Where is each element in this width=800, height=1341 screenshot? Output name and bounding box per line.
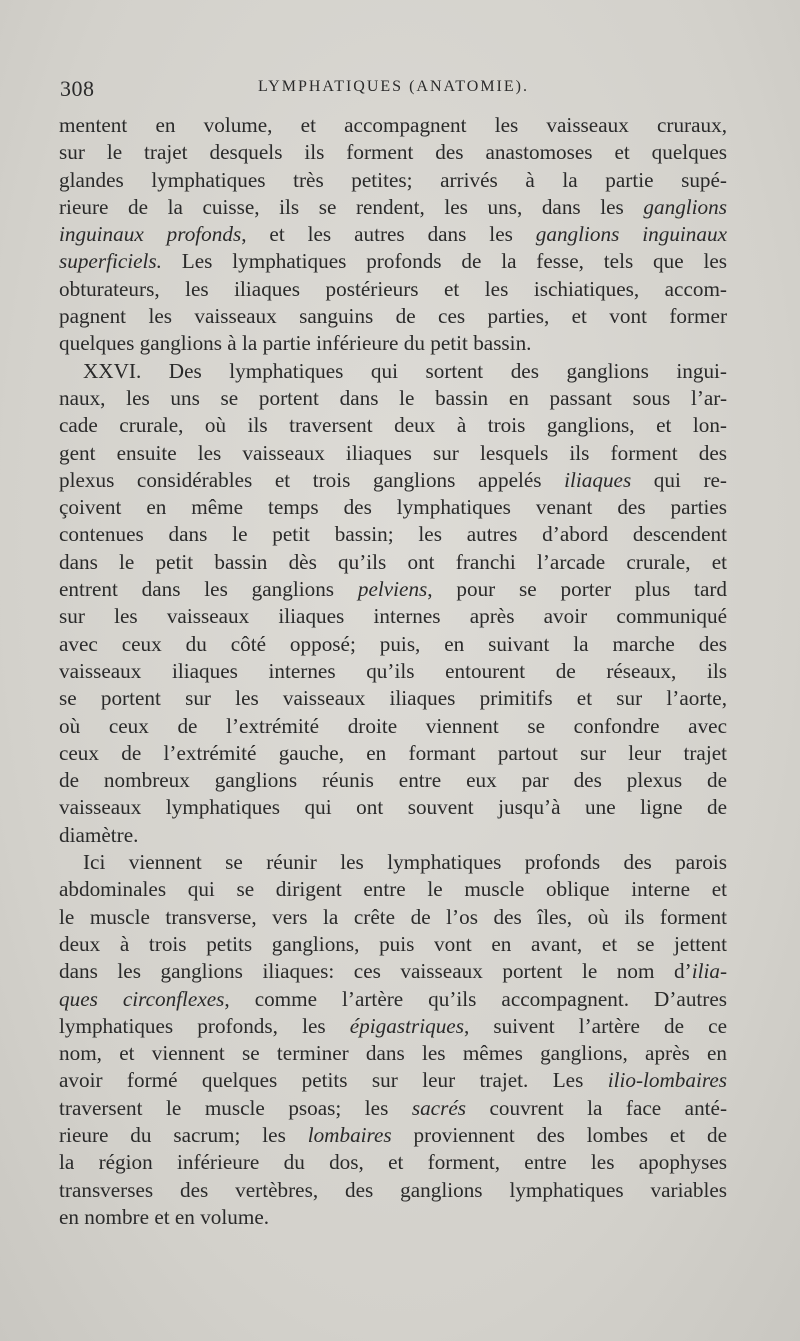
text-line — [59, 358, 727, 385]
text-line — [59, 1122, 727, 1149]
text-run: deux à trois petits ganglions, puis vont en avant, et se jettent — [59, 931, 727, 956]
text-run: Les lymphatiques profonds de la fesse, tels que les — [161, 249, 727, 274]
text-line — [59, 794, 727, 821]
text-line — [59, 1204, 727, 1231]
text-line — [59, 603, 727, 630]
text-line — [59, 931, 727, 958]
text-run: vaisseaux lymphatiques qui ont souvent jusqu’à une ligne de — [59, 795, 727, 820]
text-line — [59, 276, 727, 303]
text-run: diamètre. — [59, 822, 139, 847]
text-run: rieure de la cuisse, ils se rendent, les uns, dans les — [59, 194, 644, 219]
text-run: mentent en volume, et accompagnent les vaisseaux cruraux, — [59, 113, 727, 137]
text-line — [59, 248, 727, 275]
text-line — [59, 740, 727, 767]
page-number: 308 — [60, 76, 95, 101]
text-run: vaisseaux iliaques internes qu’ils entourent de réseaux, ils — [59, 658, 727, 683]
text-line — [59, 1095, 727, 1122]
text-run: entrent dans les ganglions — [59, 577, 358, 602]
text-line — [59, 904, 727, 931]
text-run: gent ensuite les vaisseaux iliaques sur lesquels ils forment des — [59, 440, 727, 465]
text-line — [59, 576, 727, 603]
text-run: transverses des vertèbres, des ganglions lymphatiques variables — [59, 1177, 727, 1202]
text-run: XXVI. Des lymphatiques qui sortent des ganglions ingui- — [83, 358, 727, 383]
italic-term: superficiels. — [59, 249, 162, 274]
text-run: ceux de l’extrémité gauche, en formant partout sur leur trajet — [59, 740, 727, 765]
paragraph — [59, 112, 727, 358]
text-line — [59, 467, 727, 494]
text-line — [59, 958, 727, 985]
text-line — [59, 139, 727, 166]
text-run: cade crurale, où ils traversent deux à trois ganglions, et lon- — [59, 413, 727, 438]
text-run: avec ceux du côté opposé; puis, en suivant la marche des — [59, 631, 727, 656]
text-line — [59, 658, 727, 685]
text-line — [59, 412, 727, 439]
text-line — [59, 303, 727, 330]
text-line — [59, 194, 727, 221]
text-run: qui re- — [631, 467, 727, 492]
italic-term: sacrés — [411, 1095, 466, 1120]
text-run: çoivent en même temps des lymphatiques venant des parties — [59, 495, 727, 520]
text-run: Ici viennent se réunir les lymphatiques profonds des parois — [83, 850, 727, 875]
running-title: LYMPHATIQUES (ANATOMIE). — [258, 78, 529, 95]
text-run: couvrent la face anté- — [465, 1095, 727, 1120]
italic-term: inguinaux profonds — [59, 222, 242, 247]
text-run: nom, et viennent se terminer dans les mêmes ganglions, après en — [59, 1041, 727, 1066]
italic-term: ganglions inguinaux — [535, 222, 727, 247]
text-run: de nombreux ganglions réunis entre eux par des plexus de — [59, 768, 727, 793]
text-line — [59, 1067, 727, 1094]
text-run: avoir formé quelques petits sur leur trajet. Les — [59, 1068, 608, 1093]
running-head — [60, 76, 740, 104]
text-run: traversent le muscle psoas; les — [59, 1095, 412, 1120]
text-line — [59, 767, 727, 794]
italic-term: ques circonflexes — [59, 986, 225, 1011]
text-run: rieure du sacrum; les — [59, 1122, 308, 1147]
body-text — [59, 112, 727, 1231]
text-run: , pour se porter plus tard — [427, 577, 727, 602]
italic-term: épigastriques — [349, 1013, 464, 1038]
text-line — [59, 330, 727, 357]
italic-term: ilia- — [691, 959, 727, 984]
text-line — [59, 822, 727, 849]
text-line — [59, 521, 727, 548]
text-run: où ceux de l’extrémité droite viennent se confondre avec — [59, 713, 727, 738]
text-run: glandes lymphatiques très petites; arrivés à la partie supé- — [59, 167, 727, 192]
text-run: se portent sur les vaisseaux iliaques primitifs et sur l’aorte, — [59, 686, 727, 711]
text-run: lymphatiques profonds, les — [59, 1013, 350, 1038]
text-line — [59, 685, 727, 712]
text-run: naux, les uns se portent dans le bassin en passant sous l’ar- — [59, 385, 727, 410]
text-run: sur les vaisseaux iliaques internes après avoir communiqué — [59, 604, 727, 629]
text-run: , comme l’artère qu’ils accompagnent. D’autres — [224, 986, 727, 1011]
text-line — [59, 385, 727, 412]
text-line — [59, 112, 727, 139]
text-run: plexus considérables et trois ganglions appelés — [59, 467, 565, 492]
text-line — [59, 1177, 727, 1204]
text-line — [59, 1149, 727, 1176]
text-line — [59, 1040, 727, 1067]
text-run: sur le trajet desquels ils forment des anastomoses et quelques — [59, 140, 727, 165]
paragraph — [59, 358, 727, 849]
text-line — [59, 631, 727, 658]
italic-term: ilio-lombaires — [607, 1068, 727, 1093]
text-run: dans le petit bassin dès qu’ils ont franchi l’arcade crurale, et — [59, 549, 727, 574]
text-run: , et les autres dans les — [241, 222, 536, 247]
text-run: contenues dans le petit bassin; les autres d’abord descendent — [59, 522, 727, 547]
text-run: obturateurs, les iliaques postérieurs et les ischiatiques, accom- — [59, 276, 727, 301]
text-run: la région inférieure du dos, et forment, entre les apophyses — [59, 1150, 727, 1175]
italic-term: lombaires — [307, 1122, 392, 1147]
text-run: quelques ganglions à la partie inférieure du petit bassin. — [59, 331, 532, 356]
text-line — [59, 986, 727, 1013]
italic-term: pelviens — [357, 577, 428, 602]
italic-term: ganglions — [643, 194, 727, 219]
text-run: pagnent les vaisseaux sanguins de ces parties, et vont former — [59, 304, 727, 329]
text-line — [59, 549, 727, 576]
text-line — [59, 440, 727, 467]
text-run: , suivent l’artère de ce — [463, 1013, 727, 1038]
text-line — [59, 167, 727, 194]
text-line — [59, 876, 727, 903]
text-run: abdominales qui se dirigent entre le muscle oblique interne et — [59, 877, 727, 902]
text-run: proviennent des lombes et de — [391, 1122, 727, 1147]
text-line — [59, 494, 727, 521]
text-run: en nombre et en volume. — [59, 1204, 270, 1229]
text-run: le muscle transverse, vers la crête de l’os des îles, où ils forment — [59, 904, 727, 929]
text-line — [59, 1013, 727, 1040]
text-line — [59, 221, 727, 248]
paragraph — [59, 849, 727, 1231]
text-line — [59, 713, 727, 740]
text-run: dans les ganglions iliaques: ces vaisseaux portent le nom d’ — [59, 959, 692, 984]
text-line — [59, 849, 727, 876]
italic-term: iliaques — [564, 467, 632, 492]
